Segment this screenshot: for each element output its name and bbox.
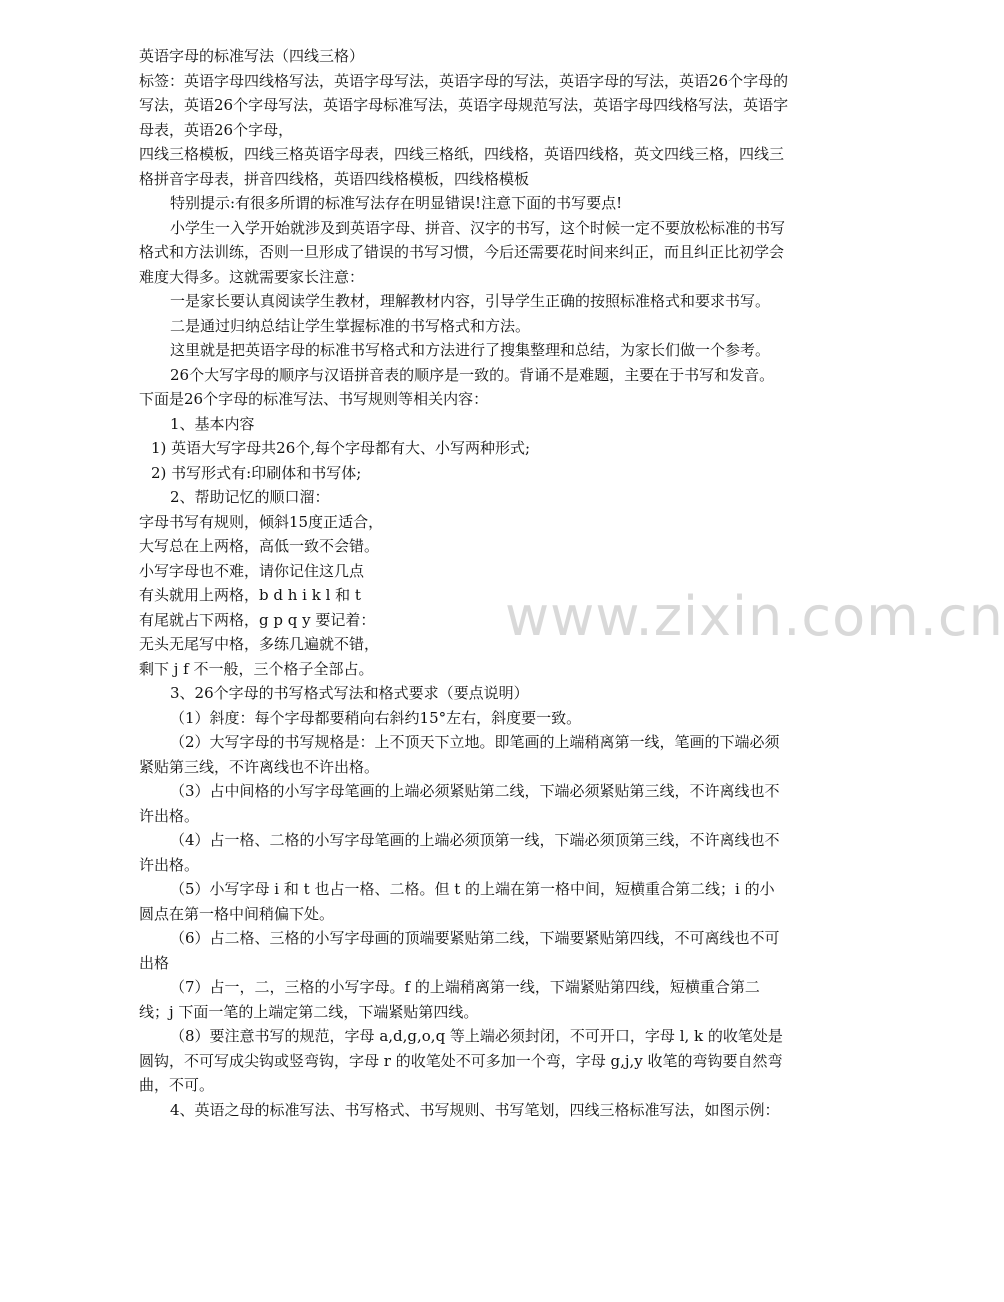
section-1-heading: 1、基本内容: [170, 414, 255, 433]
order-paragraph: 26个大写字母的顺序与汉语拼音表的顺序是一致的。背诵不是难题，主要在于书写和发音。下面是26个字母的标准写法、书写规则等相关内容：: [139, 365, 775, 408]
section-3-item: （2）大写字母的书写规格是：上不顶天下立地。即笔画的上端稍离第一线，笔画的下端必须紧贴第三线，不许离线也不许出格。: [139, 733, 780, 776]
rhyme-line: 剩下 j f 不一般，三个格子全部占。: [139, 659, 374, 678]
parent-tip-two: 二是通过归纳总结让学生掌握标准的书写格式和方法。: [170, 316, 531, 335]
rhyme-line: 字母书写有规则，倾斜15度正适合，: [139, 512, 384, 531]
parent-tip-one: 一是家长要认真阅读学生教材，理解教材内容，引导学生正确的按照标准格式和要求书写。: [170, 292, 771, 310]
section-3-item: （1）斜度：每个字母都要稍向右斜约15°左右，斜度要一致。: [170, 708, 582, 727]
document-body: [139, 44, 789, 1122]
section-2-heading: 2、帮助记忆的顺口溜：: [170, 488, 330, 506]
tags-paragraph-2: 四线三格模板，四线三格英语字母表，四线三格纸，四线格，英语四线格，英文四线三格，四线三格拼音字母表，拼音四线格，英语四线格模板，四线格模板: [139, 145, 785, 188]
rhyme-line: 有尾就占下两格，g p q y 要记着：: [139, 610, 376, 629]
rhyme-line: 有头就用上两格，b d h i k l 和 t: [139, 586, 361, 604]
rhyme-line: 小写字母也不难，请你记住这几点: [139, 561, 365, 580]
section-3-item: （3）占中间格的小写字母笔画的上端必须紧贴第二线，下端必须紧贴第三线，不许离线也不许出格。: [139, 782, 780, 825]
document-title: 英语字母的标准写法（四线三格）: [139, 47, 365, 65]
section-3-item: （5）小写字母 i 和 t 也占一格、二格。但 t 的上端在第一格中间，短横重合第二线；i 的小圆点在第一格中间稍偏下处。: [139, 880, 775, 923]
rhyme-line: 大写总在上两格，高低一致不会错。: [139, 537, 380, 555]
section-3-heading: 3、26个字母的书写格式写法和格式要求（要点说明）: [170, 684, 529, 702]
watermark: www.zixin.com.cn: [505, 585, 1004, 648]
collect-paragraph: 这里就是把英语字母的标准书写格式和方法进行了搜集整理和总结，为家长们做一个参考。: [170, 341, 771, 359]
section-3-item: （8）要注意书写的规范，字母 a,d,g,o,q 等上端必须封闭，不可开口，字母 l, k 的收笔处是圆钩，不可写成尖钩或竖弯钩，字母 r 的收笔处不可多加一个弯，字母 g,j,y 收笔的弯钩要自然弯曲，不可。: [139, 1027, 783, 1094]
section-3-item: （7）占一，二，三格的小写字母。f 的上端稍离第一线，下端紧贴第四线，短横重合第二线；j 下面一笔的上端定第二线，下端紧贴第四线。: [139, 978, 760, 1021]
section-1-item: 2) 书写形式有:印刷体和书写体;: [151, 463, 362, 482]
rhyme-line: 无头无尾写中格，多练几遍就不错，: [139, 635, 380, 653]
section-3-item: （4）占一格、二格的小写字母笔画的上端必须顶第一线，下端必须顶第三线，不许离线也不许出格。: [139, 831, 780, 874]
intro-paragraph: 小学生一入学开始就涉及到英语字母、拼音、汉字的书写，这个时候一定不要放松标准的书写格式和方法训练，否则一旦形成了错误的书写习惯，今后还需要花时间来纠正，而且纠正比初学会难度大得多。这就需要家长注意：: [139, 218, 786, 286]
section-4-heading: 4、英语之母的标准写法、书写格式、书写规则、书写笔划，四线三格标准写法，如图示例：: [170, 1100, 780, 1119]
tags-paragraph: 标签：英语字母四线格写法，英语字母写法，英语字母的写法，英语字母的写法，英语26个字母的写法，英语26个字母写法，英语字母标准写法，英语字母规范写法，英语字母四线格写法，英语字母表，英语26个字母，: [139, 71, 789, 139]
warning-paragraph: 特别提示:有很多所谓的标准写法存在明显错误!注意下面的书写要点!: [170, 194, 623, 212]
section-1-item: 1) 英语大写字母共26个,每个字母都有大、小写两种形式;: [151, 439, 531, 457]
section-3-item: （6）占二格、三格的小写字母画的顶端要紧贴第二线，下端要紧贴第四线，不可离线也不可出格: [139, 929, 780, 972]
